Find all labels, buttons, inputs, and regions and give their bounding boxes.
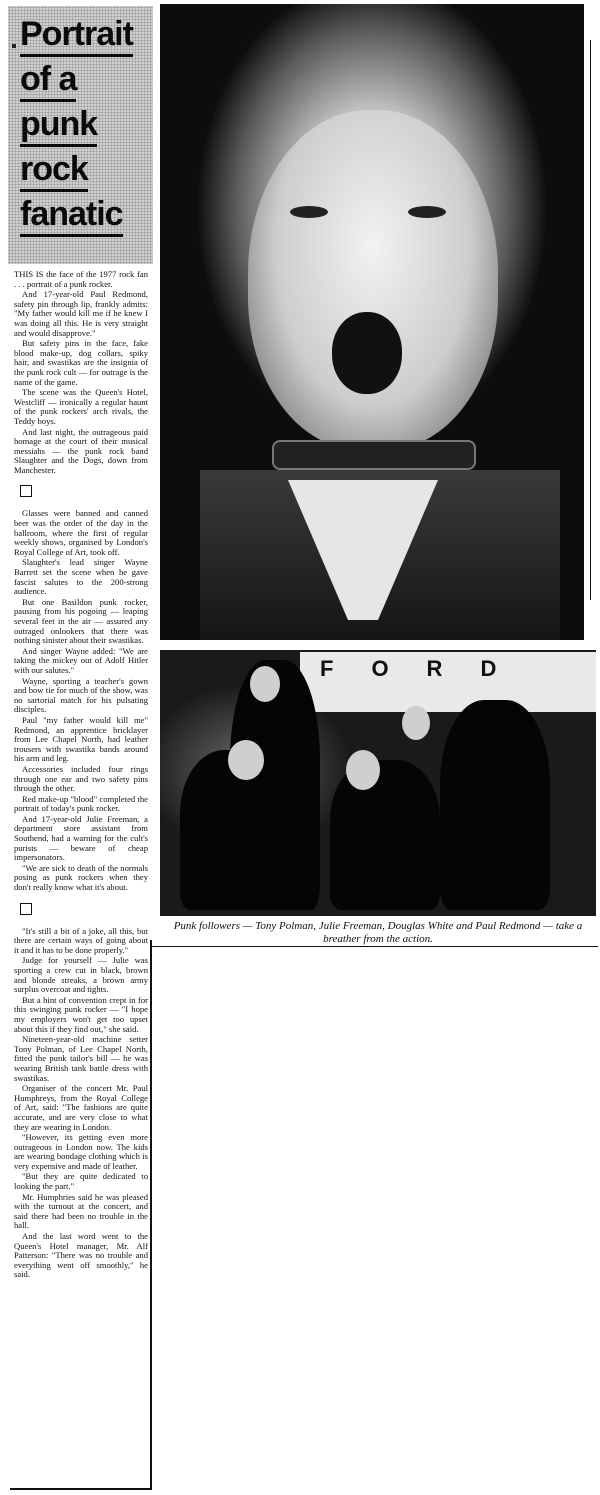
article-paragraph: "It's still a bit of a joke, all this, but there are certain ways of going about it and it has to be done properly." xyxy=(14,925,148,955)
section-break-box xyxy=(20,485,32,497)
ford-sign-text: FORD xyxy=(320,656,535,681)
article-paragraph: Wayne, sporting a teacher's gown and bow tie for much of the show, was no sartorial match for his pulsating disciples. xyxy=(14,675,148,715)
portrait-open-mouth xyxy=(332,312,402,394)
article-paragraph: Organiser of the concert Mr. Paul Humphreys, from the Royal College of Art, said: "The fashions are quite accurate, and are very close to what they are wearing in London. xyxy=(14,1083,148,1132)
article-paragraph: Mr. Humphries said he was pleased with the turnout at the concert, and said there had been no trouble in the hall. xyxy=(14,1191,148,1231)
article-paragraph: "We are sick to death of the normals posing as punk rockers when they don't really know what it's about. xyxy=(14,862,148,893)
article-paragraph: THIS IS the face of the 1977 rock fan . . . portrait of a punk rocker. xyxy=(14,270,148,289)
group-face xyxy=(402,706,430,740)
headline-line-5: fanatic xyxy=(20,194,123,237)
column-rule-right xyxy=(150,940,152,1488)
article-column xyxy=(14,270,148,1488)
article-paragraph: Red make-up "blood" completed the portrait of today's punk rocker. xyxy=(14,793,148,814)
group-face xyxy=(250,666,280,702)
article-paragraph: Nineteen-year-old machine setter Tony Polman, of Lee Chapel North, fitted the punk tailor's bill — he was wearing British tank battle dress with swastikas. xyxy=(14,1034,148,1083)
article-paragraph: Slaughter's lead singer Wayne Barrett set the scene when he gave fascist salutes to the 200-strong audience. xyxy=(14,557,148,597)
article-paragraph: And last night, the outrageous paid homage at the court of their musical messiahs — the punk rock band Slaughter and the Dogs, down from Manchester. xyxy=(14,426,148,475)
article-paragraph: And 17-year-old Julie Freeman, a department store assistant from Southend, had a warning for the cult's purists — beware of cheap impersonators. xyxy=(14,813,148,863)
headline-line-4: rock xyxy=(20,149,88,192)
article-paragraph: Accessories included four rings through one ear and two safety pins through the other. xyxy=(14,763,148,794)
headline-line-3: punk xyxy=(20,104,97,147)
portrait-dog-collar xyxy=(272,440,476,470)
photo-caption: Punk followers — Tony Polman, Julie Freeman, Douglas White and Paul Redmond — take a breather from the action. xyxy=(173,920,583,945)
headline-mark xyxy=(12,44,16,48)
article-paragraph: But one Basildon punk rocker, pausing from his pogoing — leaping several feet in the air — assured any outraged onlookers that there was nothing sinister about their swastikas. xyxy=(14,596,148,646)
article-paragraph: Judge for yourself — Julie was sporting a crew cut in black, brown and blonde streaks, a brown army surplus overcoat and tights. xyxy=(14,955,148,995)
headline-line-1: Portrait xyxy=(20,14,133,57)
portrait-eye-left xyxy=(290,206,328,218)
group-face xyxy=(228,740,264,780)
group-figure xyxy=(440,700,550,910)
photo-rule-right xyxy=(590,40,591,600)
article-paragraph: And 17-year-old Paul Redmond, safety pin through lip, frankly admits: "My father would kill me if he knew I was doing all this. He is very straight and would disapprove." xyxy=(14,289,148,338)
article-paragraph: "However, its getting even more outrageous in London now. The kids are wearing bondage clothing which is very expensive and made of leather. xyxy=(14,1132,148,1171)
portrait-face xyxy=(248,110,498,450)
article-paragraph: But safety pins in the face, fake blood make-up, dog collars, spiky hair, and swastikas are the insignia of the punk rock cult — for outrage is the name of the game. xyxy=(14,338,148,387)
headline-block xyxy=(8,6,153,264)
article-paragraph: Glasses were banned and canned beer was the order of the day in the ballroom, where the first of regular weekly shows, organised by London's Royal College of Art, took off. xyxy=(14,508,148,557)
caption-rule xyxy=(150,946,598,947)
article-paragraph: But a hint of convention crept in for this swinging punk rocker — "I hope my employers won't get too upset about this if they find out," she said. xyxy=(14,994,148,1034)
group-face xyxy=(346,750,380,790)
portrait-eye-right xyxy=(408,206,446,218)
article-paragraph: And singer Wayne added: "We are taking the mickey out of Adolf Hitler with our salutes." xyxy=(14,645,148,675)
article-paragraph: And the last word went to the Queen's Hotel manager, Mr. Alf Patterson: "There was no trouble and everything went off smoothly," he said. xyxy=(14,1231,148,1280)
group-figure xyxy=(330,760,440,910)
headline-line-2: of a xyxy=(20,59,76,102)
section-break-box xyxy=(20,903,32,915)
article-paragraph: Paul "my father would kill me" Redmond, an apprentice bricklayer from Lee Chapel North, had leather trousers with swastika bands around his arm and leg. xyxy=(14,714,148,764)
article-paragraph: "But they are quite dedicated to looking the part." xyxy=(14,1171,148,1192)
article-paragraph: The scene was the Queen's Hotel, Westcliff — ironically a regular haunt of the punk rockers' arch rivals, the Teddy boys. xyxy=(14,387,148,426)
column-rule-bottom xyxy=(10,1488,152,1490)
